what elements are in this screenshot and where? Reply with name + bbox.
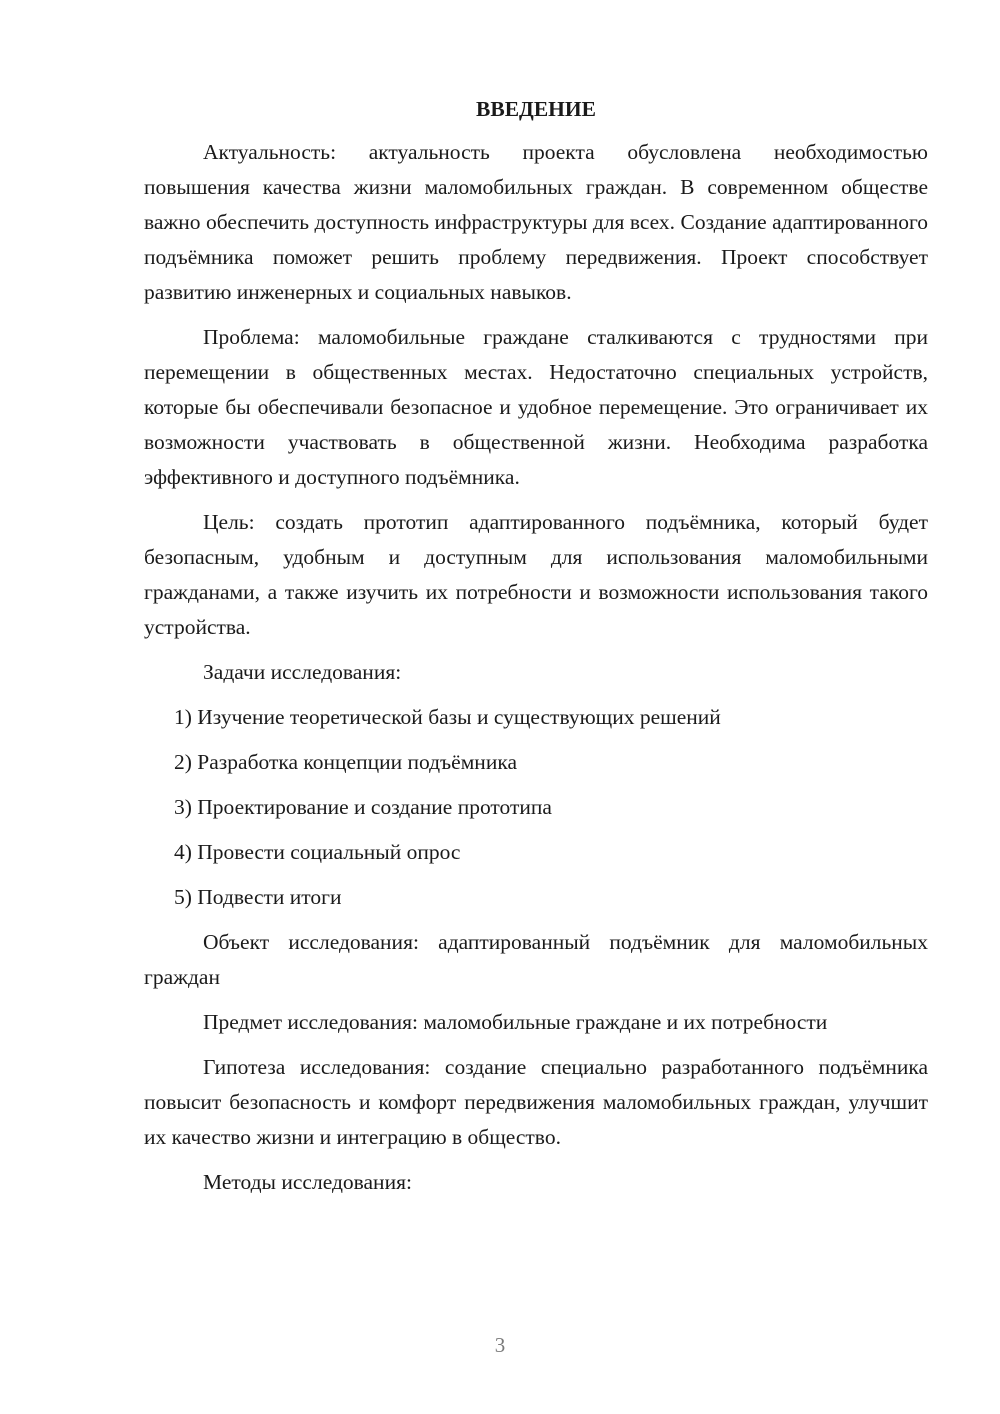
document-page — [144, 92, 928, 1210]
list-item: 2) Разработка концепции подъёмника — [174, 750, 517, 774]
list-item: 5) Подвести итоги — [174, 885, 342, 909]
tasks-heading: Задачи исследования: — [203, 660, 402, 684]
paragraph-hypothesis: Гипотеза исследования: создание специально разработанного подъёмника повысит безопасность и комфорт передвижения маломобильных граждан, улучшит их качество жизни и интеграцию в общество. — [144, 1055, 928, 1149]
paragraph-object: Объект исследования: адаптированный подъёмник для маломобильных граждан — [144, 930, 928, 989]
list-item: 1) Изучение теоретической базы и существующих решений — [174, 705, 721, 729]
list-item: 3) Проектирование и создание прототипа — [174, 795, 552, 819]
list-item: 4) Провести социальный опрос — [174, 840, 461, 864]
paragraph-goal: Цель: создать прототип адаптированного подъёмника, который будет безопасным, удобным и доступным для использования маломобильными гражданами, а также изучить их потребности и возможности использования такого устройства. — [144, 510, 928, 639]
paragraph-problem: Проблема: маломобильные граждане сталкиваются с трудностями при перемещении в общественных местах. Недостаточно специальных устройств, которые бы обеспечивали безопасное и удобное перемещение. Это ограничивает их возможности участвовать в общественной жизни. Необходима разработка эффективного и доступного подъёмника. — [144, 325, 928, 489]
paragraph-subject: Предмет исследования: маломобильные граждане и их потребности — [203, 1010, 828, 1034]
page-title: ВВЕДЕНИЕ — [476, 97, 596, 121]
methods-heading: Методы исследования: — [203, 1170, 412, 1194]
paragraph-relevance: Актуальность: актуальность проекта обусловлена необходимостью повышения качества жизни маломобильных граждан. В современном обществе важно обеспечить доступность инфраструктуры для всех. Создание адаптированного подъёмника поможет решить проблему передвижения. Проект способствует развитию инженерных и социальных навыков. — [144, 140, 928, 304]
page-number: 3 — [494, 1333, 506, 1357]
tasks-list — [144, 700, 928, 915]
